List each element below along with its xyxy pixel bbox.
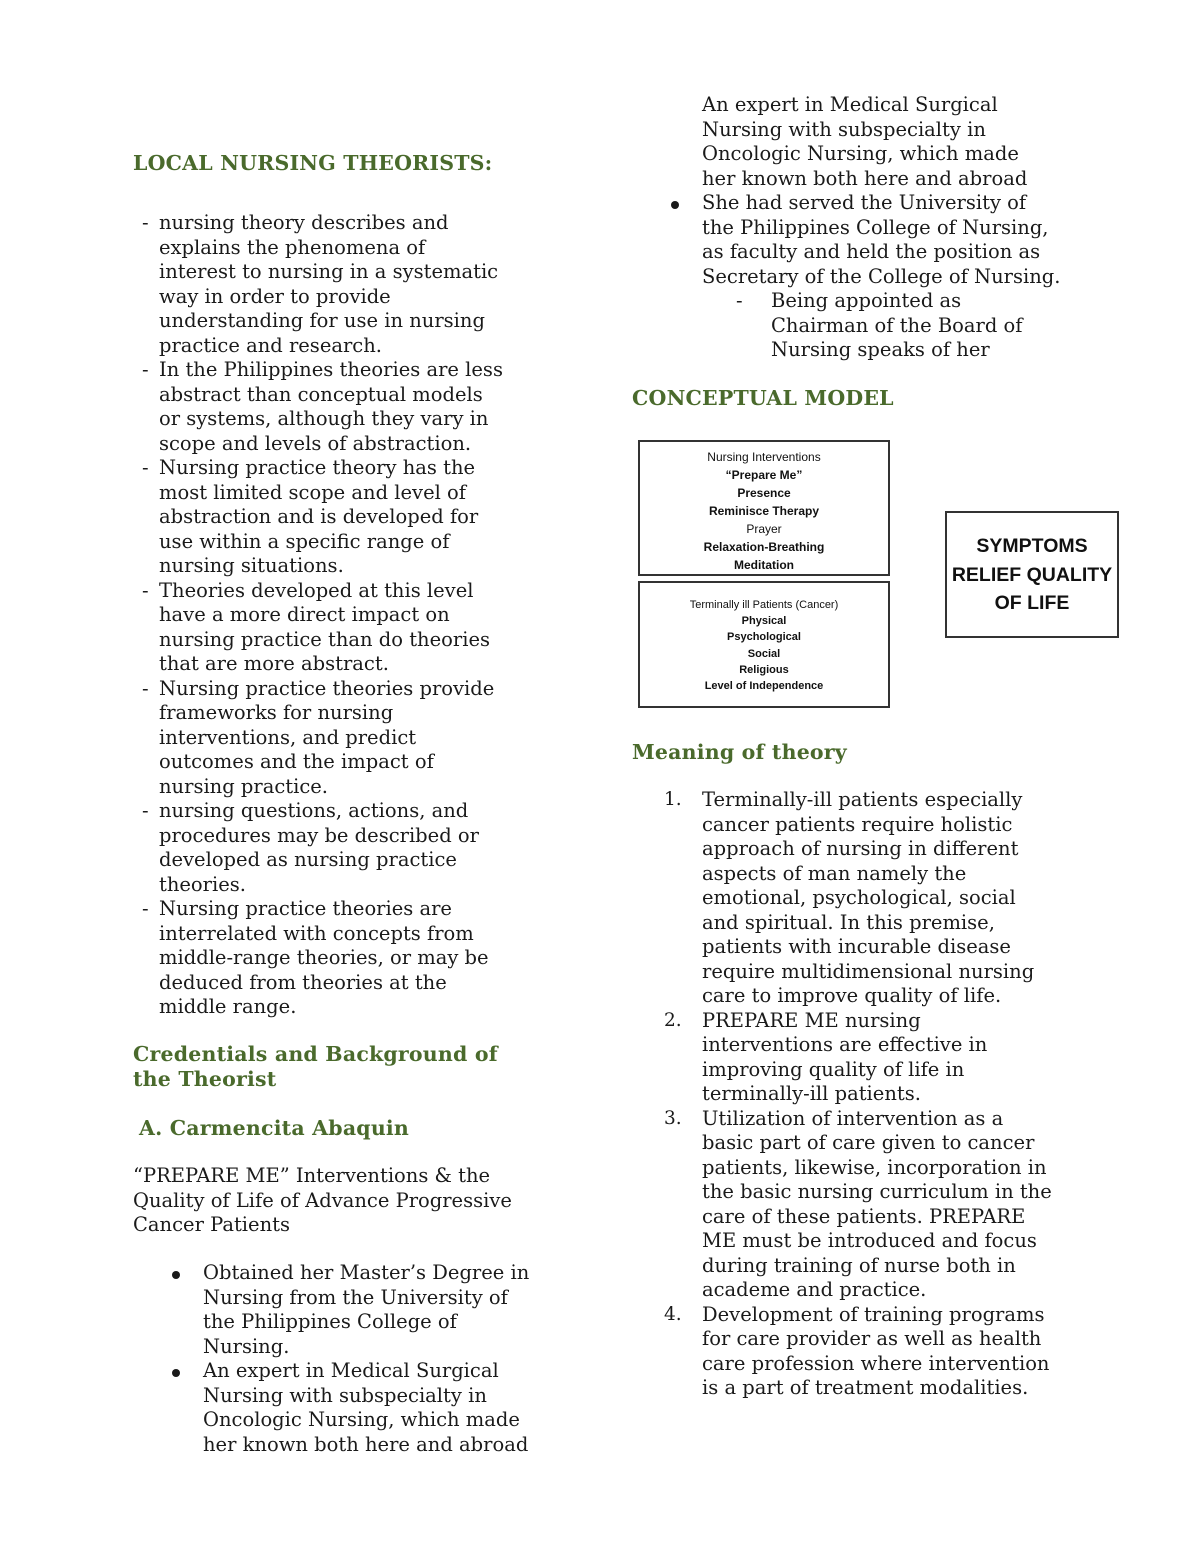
list-item: 3. Utilization of intervention as a basic part of care given to cancer patients, likewise, incorporation in the basic nursing curriculum in the care of these patients. PREPARE ME must be introduced and focus during training of nurse both in academe and practice. [664,1106,1052,1301]
credentials-bullets-right [632,191,1062,289]
bullet-continuation: An expert in Medical Surgical Nursing with subspecialty in Oncologic Nursing, which made her known both here and abroad [702,93,1028,190]
theorist-name: A. Carmencita Abaquin [139,1116,410,1140]
meaning-heading: Meaning of theory [632,740,847,764]
credentials-heading: Credentials and Background of the Theorist [133,1042,498,1091]
credentials-bullets-left [133,1261,543,1456]
interventions-box: Nursing Interventions “Prepare Me” Presence Reminisce Therapy Prayer Relaxation-Breathing Meditation [638,440,890,576]
meaning-list [632,788,1057,1401]
list-item: 4. Development of training programs for care provider as well as health care profession where intervention is a part of treatment modalities. [664,1302,1050,1399]
bullet-icon [172,1271,180,1279]
local-theorists-list [133,211,505,1020]
list-item: 2. PREPARE ME nursing interventions are effective in improving quality of life in terminally-ill patients. [664,1008,988,1105]
patients-box: Terminally ill Patients (Cancer) Physical Psychological Social Religious Level of Independence [638,581,890,708]
list-item: Obtained her Master’s Degree in Nursing from the University of the Philippines College of Nursing. [133,1261,543,1359]
outcome-box: SYMPTOMS RELIEF QUALITY OF LIFE [945,511,1119,638]
list-item: 1. Terminally-ill patients especially cancer patients require holistic approach of nursing in different aspects of man namely the emotional, psychological, social and spiritual. In this premise, patients with incurable disease require multidimensional nursing care to improve quality of life. [664,788,1035,1007]
bullet-icon [671,201,679,209]
conceptual-model-heading: CONCEPTUAL MODEL [632,386,894,410]
bullet-icon [172,1369,180,1377]
list-item: She had served the University of the Philippines College of Nursing, as faculty and held the position as Secretary of the College of Nursing. [632,191,1062,289]
list-item: - Theories developed at this level have a more direct impact on nursing practice than do theories that are more abstract. [142,578,490,675]
list-item: - nursing theory describes and explains the phenomena of interest to nursing in a systematic way in order to provide understanding for use in nursing practice and research. [142,211,499,357]
list-item: - In the Philippines theories are less abstract than conceptual models or systems, although they vary in scope and levels of abstraction. [142,358,503,455]
sub-bullet: - Being appointed as Chairman of the Board of Nursing speaks of her [736,289,1023,361]
theory-title: “PREPARE ME” Interventions & the Quality of Life of Advance Progressive Cancer Patients [133,1164,512,1236]
list-item: - Nursing practice theories are interrelated with concepts from middle-range theories, or may be deduced from theories at the middle range. [142,897,489,1018]
list-item: - Nursing practice theory has the most limited scope and level of abstraction and is developed for use within a specific range of nursing situations. [142,456,479,577]
local-theorists-heading: LOCAL NURSING THEORISTS: [133,151,493,175]
list-item: An expert in Medical Surgical Nursing with subspecialty in Oncologic Nursing, which made her known both here and abroad [133,1359,543,1408]
list-item: - nursing questions, actions, and procedures may be described or developed as nursing practice theories. [142,799,479,896]
list-item: - Nursing practice theories provide frameworks for nursing interventions, and predict outcomes and the impact of nursing practice. [142,676,495,798]
